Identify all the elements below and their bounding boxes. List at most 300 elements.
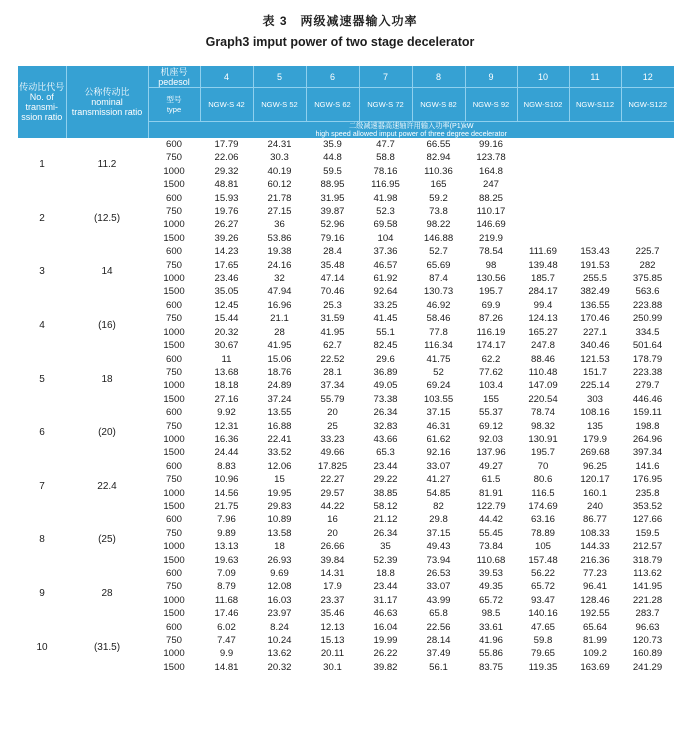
speed-cell: 600	[165, 568, 182, 579]
power-table-container	[18, 66, 672, 674]
power-cell: 105	[534, 541, 551, 553]
power-cell: 23.44	[373, 581, 398, 593]
power-cell: 12.06	[267, 460, 292, 472]
power-cell: 14.23	[214, 246, 239, 258]
power-cell: 52.3	[376, 206, 395, 218]
power-cell: 163.69	[580, 661, 610, 673]
speed-cell: 1000	[163, 273, 185, 285]
power-cell: 108.16	[580, 407, 610, 419]
power-cell: 141.6	[635, 460, 660, 472]
power-cell: 30.3	[270, 152, 289, 164]
ratio-code-cell: 1	[39, 159, 45, 171]
power-cell: 26.93	[267, 554, 292, 566]
power-cell: 27.16	[214, 393, 239, 405]
power-cell: 25.3	[323, 299, 342, 311]
power-cell: 120.17	[580, 474, 610, 486]
power-cell: 41.75	[426, 353, 451, 365]
power-cell: 65.64	[582, 621, 607, 633]
power-cell: 223.38	[632, 366, 663, 378]
power-cell: 61.62	[426, 433, 451, 445]
power-cell: 63.16	[530, 514, 555, 526]
power-cell: 10.24	[267, 635, 292, 647]
speed-cell: 600	[165, 139, 182, 150]
table-row	[18, 406, 674, 419]
power-cell: 21.12	[373, 514, 398, 526]
table-row	[18, 567, 674, 580]
power-cell: 92.03	[478, 433, 503, 445]
power-cell: 28.4	[323, 246, 342, 258]
power-cell: 22.56	[426, 621, 451, 633]
header-type: NGW-S112	[569, 88, 621, 122]
power-cell	[569, 205, 621, 218]
power-cell: 127.66	[632, 514, 663, 526]
header-type: NGW-S 72	[359, 88, 412, 122]
power-cell: 13.68	[214, 366, 239, 378]
power-cell: 135	[586, 420, 603, 432]
power-cell: 219.9	[478, 232, 503, 244]
power-cell: 159.5	[635, 527, 660, 539]
power-cell: 65.69	[426, 259, 451, 271]
power-cell: 22.06	[214, 152, 239, 164]
power-cell: 16.03	[267, 594, 292, 606]
nominal-ratio-value: 22.4	[97, 480, 117, 492]
power-cell: 14.56	[214, 487, 239, 499]
speed-cell: 1000	[163, 648, 185, 660]
speed-cell: 750	[165, 206, 182, 218]
power-cell: 29.6	[376, 353, 395, 365]
power-cell: 11.68	[214, 594, 239, 606]
table-row	[18, 513, 674, 526]
power-table	[18, 66, 674, 674]
power-cell	[621, 192, 674, 205]
power-cell: 303	[586, 393, 603, 405]
power-cell: 7.47	[217, 635, 236, 647]
header-ratio-code	[18, 66, 66, 138]
power-cell: 116.34	[424, 340, 453, 352]
speed-cell: 600	[165, 621, 182, 633]
power-cell: 65.3	[376, 447, 395, 459]
power-cell: 141.95	[632, 581, 663, 593]
speed-cell: 1500	[163, 340, 185, 352]
power-cell: 33.61	[478, 621, 503, 633]
nominal-ratio-value: 18	[101, 373, 113, 385]
header-type: NGW-S 52	[253, 88, 306, 122]
header-type: NGW-S 92	[465, 88, 517, 122]
speed-cell: 1000	[163, 541, 185, 553]
power-cell: 59.8	[533, 635, 553, 647]
power-cell: 6.02	[217, 621, 236, 633]
power-cell: 99.16	[478, 139, 503, 150]
power-cell: 46.92	[426, 299, 451, 311]
ratio-code-cell: 2	[39, 212, 45, 224]
speed-cell: 750	[165, 259, 182, 271]
power-cell: 12.31	[214, 420, 239, 432]
power-cell: 9.69	[270, 568, 289, 579]
header-type-cn: 型号	[166, 94, 182, 104]
power-cell: 110.68	[476, 554, 506, 566]
power-cell: 212.57	[632, 541, 663, 553]
speed-cell: 1500	[163, 661, 185, 673]
table-row	[18, 138, 674, 151]
power-cell: 29.83	[267, 500, 292, 512]
power-cell: 221.28	[632, 594, 663, 606]
power-cell: 110.17	[476, 206, 506, 218]
speed-cell: 1500	[163, 393, 185, 405]
power-cell: 52	[433, 366, 444, 378]
power-cell: 65.72	[478, 594, 503, 606]
power-cell: 283.7	[635, 608, 660, 620]
power-cell: 353.52	[632, 500, 663, 512]
ratio-code-cell: 6	[39, 427, 45, 439]
power-cell: 52.96	[320, 219, 345, 231]
power-cell: 73.8	[429, 206, 448, 218]
power-cell: 39.87	[320, 206, 345, 218]
power-cell: 35.48	[320, 259, 345, 271]
header-ratio-code-en: No. of transmi-ssion ratio	[21, 92, 63, 122]
power-cell: 28.1	[323, 366, 342, 378]
power-cell: 69.58	[373, 219, 398, 231]
power-cell: 29.57	[320, 487, 345, 499]
power-cell: 103.4	[478, 380, 503, 392]
power-cell: 41.95	[320, 326, 345, 338]
power-cell: 382.49	[580, 286, 610, 298]
power-cell: 29.22	[373, 474, 398, 486]
ratio-code-cell: 10	[36, 641, 48, 653]
power-cell: 130.56	[476, 273, 506, 285]
power-cell: 103.55	[423, 393, 454, 405]
power-cell: 24.31	[267, 139, 292, 150]
power-cell: 164.8	[478, 165, 503, 177]
power-cell: 223.88	[632, 299, 663, 311]
speed-cell: 1500	[163, 447, 185, 459]
table-row	[18, 192, 674, 205]
power-cell: 225.7	[635, 246, 660, 258]
power-cell	[569, 232, 621, 245]
header-type: NGW-S122	[621, 88, 674, 122]
power-cell: 124.13	[528, 313, 558, 325]
header-power-cn: 二级减速器高速轴许用输入功率(P1)kW	[348, 121, 474, 130]
power-cell	[517, 165, 569, 178]
power-cell: 55.86	[478, 648, 503, 660]
power-cell: 21.75	[214, 500, 239, 512]
power-cell: 31.95	[320, 192, 345, 204]
power-cell: 26.34	[373, 407, 398, 419]
table-header	[18, 66, 674, 138]
speed-cell: 750	[165, 474, 182, 486]
power-cell: 19.99	[373, 635, 398, 647]
power-cell: 28	[274, 326, 285, 338]
power-cell: 130.91	[528, 433, 558, 445]
power-cell: 279.7	[635, 380, 660, 392]
nominal-ratio-value: 28	[101, 588, 113, 600]
power-cell: 52.39	[373, 554, 398, 566]
power-cell	[517, 232, 569, 245]
power-cell: 39.26	[214, 232, 239, 244]
header-type: NGW-S102	[517, 88, 569, 122]
power-cell: 58.46	[426, 313, 451, 325]
ratio-code-cell: 8	[39, 534, 45, 546]
power-cell: 73.38	[373, 393, 398, 405]
power-cell: 14.31	[320, 568, 345, 579]
power-cell: 62.7	[323, 340, 342, 352]
header-power-en: high speed allowed imput power of three degree decelerator	[315, 129, 507, 138]
power-cell	[621, 165, 674, 178]
power-cell: 165	[430, 179, 447, 191]
power-cell: 59.2	[429, 192, 448, 204]
speed-cell: 750	[165, 527, 182, 539]
power-cell: 98.22	[426, 219, 451, 231]
table-title-en: Graph3 imput power of two stage decelerator	[205, 35, 475, 49]
power-cell: 284.17	[528, 286, 558, 298]
speed-cell: 1500	[163, 286, 185, 298]
nominal-ratio-value: (20)	[98, 427, 116, 439]
power-cell	[569, 165, 621, 178]
speed-cell: 600	[165, 460, 182, 472]
power-cell: 35	[380, 541, 391, 553]
header-base-cn: 机座号	[160, 66, 188, 77]
power-cell: 55.45	[478, 527, 503, 539]
power-cell: 116.95	[371, 179, 400, 191]
power-cell: 160.89	[632, 648, 663, 660]
power-cell: 178.79	[632, 353, 663, 365]
power-cell: 130.73	[423, 286, 454, 298]
power-cell: 43.66	[373, 433, 398, 445]
power-cell: 16	[327, 514, 338, 526]
power-cell: 32	[274, 273, 285, 285]
power-cell: 26.66	[320, 541, 345, 553]
power-cell: 55.37	[478, 407, 503, 419]
power-cell: 33.07	[426, 460, 451, 472]
power-cell: 375.85	[632, 273, 663, 285]
header-size: 6	[306, 66, 359, 88]
power-cell: 58.8	[376, 152, 395, 164]
power-cell: 155	[482, 393, 499, 405]
nominal-ratio-cell	[66, 567, 148, 621]
power-cell: 99.4	[533, 299, 553, 311]
power-cell: 165.27	[528, 326, 558, 338]
power-cell: 563.6	[635, 286, 660, 298]
power-cell: 116.5	[531, 487, 555, 499]
power-cell: 15.06	[267, 353, 292, 365]
power-cell	[569, 178, 621, 191]
power-cell: 195.7	[478, 286, 503, 298]
power-cell: 13.13	[214, 541, 239, 553]
power-cell: 78.54	[478, 246, 503, 258]
power-cell: 40.19	[267, 165, 292, 177]
power-cell: 33.25	[373, 299, 398, 311]
power-cell: 23.37	[320, 594, 345, 606]
power-cell: 69.9	[481, 299, 501, 311]
power-cell: 65.8	[429, 608, 448, 620]
title-block	[0, 12, 680, 49]
power-cell: 334.5	[635, 326, 660, 338]
speed-cell: 750	[165, 313, 182, 325]
speed-cell: 750	[165, 152, 182, 164]
ratio-code-cell: 7	[39, 480, 45, 492]
power-cell: 14.81	[214, 661, 239, 673]
speed-cell: 1500	[163, 500, 185, 512]
power-cell: 227.1	[582, 326, 607, 338]
power-cell: 44.42	[478, 514, 503, 526]
power-cell: 137.96	[476, 447, 506, 459]
nominal-ratio-value: 14	[101, 266, 113, 278]
power-cell: 10.89	[267, 514, 292, 526]
power-cell: 46.57	[373, 259, 398, 271]
power-cell: 20	[327, 527, 338, 539]
speed-cell: 1000	[163, 594, 185, 606]
power-cell	[517, 192, 569, 205]
power-cell: 37.24	[267, 393, 292, 405]
power-cell: 27.15	[267, 206, 292, 218]
power-cell: 26.27	[214, 219, 239, 231]
power-cell: 41.27	[426, 474, 451, 486]
power-cell: 36.89	[373, 366, 398, 378]
power-cell: 47.94	[267, 286, 292, 298]
power-cell: 19.76	[214, 206, 239, 218]
power-cell: 18	[274, 541, 285, 553]
header-nominal-ratio-cn: 公称传动比	[84, 87, 130, 97]
power-cell: 16.36	[214, 433, 239, 445]
speed-cell: 1000	[163, 487, 185, 499]
power-cell: 22.52	[320, 353, 345, 365]
power-cell: 82	[433, 500, 444, 512]
power-cell: 501.64	[632, 340, 663, 352]
power-cell: 46.63	[373, 608, 398, 620]
speed-cell: 600	[165, 246, 182, 258]
power-cell: 111.69	[529, 246, 557, 258]
power-cell: 19.38	[267, 246, 292, 258]
power-cell: 78.89	[530, 527, 555, 539]
power-cell: 96.41	[582, 581, 607, 593]
speed-cell: 1000	[163, 380, 185, 392]
power-cell: 93.47	[530, 594, 555, 606]
power-cell: 81.99	[582, 635, 607, 647]
nominal-ratio-value: (12.5)	[93, 212, 121, 224]
power-cell: 73.94	[426, 554, 451, 566]
header-power-caption	[148, 122, 674, 139]
power-cell: 37.36	[373, 246, 398, 258]
power-cell: 48.81	[214, 179, 239, 191]
power-cell: 41.96	[478, 635, 503, 647]
power-cell: 46.31	[426, 420, 451, 432]
power-cell: 24.16	[267, 259, 292, 271]
power-cell: 24.89	[267, 380, 292, 392]
ratio-code-cell: 3	[39, 266, 45, 278]
power-cell: 24.44	[214, 447, 239, 459]
power-cell: 13.58	[267, 527, 292, 539]
nominal-ratio-cell	[66, 138, 148, 192]
header-nominal-ratio-en: nominal transmission ratio	[71, 97, 143, 117]
power-cell: 26.53	[426, 568, 451, 579]
power-cell: 140.16	[528, 608, 558, 620]
nominal-ratio-cell	[66, 245, 148, 299]
power-cell: 44.8	[323, 152, 342, 164]
power-cell: 87.4	[429, 273, 448, 285]
power-cell: 192.55	[580, 608, 610, 620]
power-cell: 26.22	[373, 648, 398, 660]
power-cell: 55.79	[320, 393, 345, 405]
power-cell: 78.16	[373, 165, 398, 177]
power-cell: 21.1	[270, 313, 289, 325]
header-size: 11	[569, 66, 621, 88]
power-cell: 151.7	[582, 366, 607, 378]
power-cell: 195.7	[530, 447, 555, 459]
power-cell: 108.33	[580, 527, 610, 539]
power-cell: 58.12	[373, 500, 398, 512]
power-cell: 33.07	[426, 581, 451, 593]
power-cell: 18.18	[214, 380, 239, 392]
power-cell: 113.62	[633, 568, 662, 579]
power-cell: 92.16	[426, 447, 451, 459]
power-cell: 22.27	[320, 474, 345, 486]
power-cell: 220.54	[528, 393, 558, 405]
nominal-ratio-value: (31.5)	[93, 641, 121, 653]
nominal-ratio-cell	[66, 353, 148, 407]
table-row	[18, 621, 674, 634]
power-cell: 82.94	[426, 152, 451, 164]
nominal-ratio-value: (25)	[98, 534, 116, 546]
power-cell: 30.1	[323, 661, 342, 673]
power-cell	[517, 218, 569, 231]
speed-cell: 1500	[163, 179, 185, 191]
power-cell: 9.92	[217, 407, 236, 419]
power-cell: 121.53	[580, 353, 610, 365]
power-cell: 19.63	[214, 554, 239, 566]
power-cell: 264.96	[632, 433, 663, 445]
power-cell: 35.05	[214, 286, 239, 298]
power-cell: 13.62	[267, 648, 292, 660]
power-cell: 77.8	[429, 326, 448, 338]
power-cell: 240	[586, 500, 603, 512]
nominal-ratio-value: (16)	[98, 319, 116, 331]
power-cell: 147.09	[528, 380, 558, 392]
power-cell: 446.46	[632, 393, 663, 405]
power-cell: 191.53	[580, 259, 610, 271]
power-cell: 33.23	[320, 433, 345, 445]
power-cell: 49.05	[373, 380, 398, 392]
table-title-cn: 表 3 两级减速器输入功率	[262, 14, 418, 28]
power-cell: 20.32	[267, 661, 292, 673]
power-cell: 81.91	[478, 487, 503, 499]
power-cell: 28.14	[426, 635, 451, 647]
power-cell: 146.88	[423, 232, 454, 244]
power-cell: 16.88	[267, 420, 292, 432]
power-cell	[621, 178, 674, 191]
power-cell: 47.7	[376, 139, 395, 150]
speed-cell: 600	[165, 299, 182, 311]
power-cell: 59.5	[323, 165, 342, 177]
power-cell: 20.11	[320, 648, 345, 660]
power-cell: 33.52	[267, 447, 292, 459]
header-size: 8	[412, 66, 465, 88]
nominal-ratio-cell	[66, 299, 148, 353]
speed-cell: 600	[165, 353, 182, 365]
power-cell: 60.12	[267, 179, 292, 191]
header-ratio-code-cn: 传动比代号	[19, 82, 65, 92]
table-row	[18, 299, 674, 312]
power-cell: 7.96	[217, 514, 236, 526]
speed-cell: 750	[165, 366, 182, 378]
header-size: 7	[359, 66, 412, 88]
power-cell: 49.27	[478, 460, 503, 472]
power-cell: 110.48	[528, 366, 558, 378]
speed-cell: 1000	[163, 219, 185, 231]
speed-cell: 750	[165, 581, 182, 593]
power-cell: 216.36	[580, 554, 610, 566]
power-cell: 80.6	[533, 474, 553, 486]
power-cell: 30.67	[214, 340, 239, 352]
power-cell: 15.13	[320, 635, 345, 647]
